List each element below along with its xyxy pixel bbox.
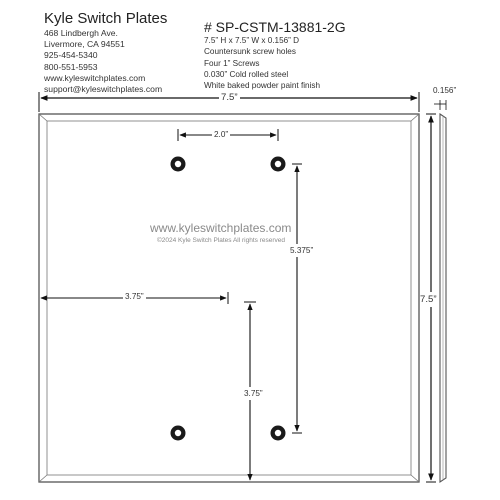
width-label: 7.5” [221,92,238,103]
spec-dimensions: 7.5” H x 7.5” W x 0.156” D [204,36,300,45]
screw-hole-top-right [271,157,286,172]
watermark-url: www.kyleswitchplates.com [150,221,292,235]
watermark-copyright: ©2024 Kyle Switch Plates All rights reserved [157,237,285,244]
company-name: Kyle Switch Plates [44,10,168,27]
screw-hole-bottom-right [271,426,286,441]
company-email[interactable]: support@kyleswitchplates.com [44,84,163,95]
company-phone: 925-454-5340 [44,50,98,61]
spec-info [204,20,346,91]
height-label: 7.5” [420,294,437,305]
hole-spacing-v-label: 5.375” [290,246,314,255]
hole-spacing-h-label: 2.0” [214,130,229,139]
spec-material: 0.030” Cold rolled steel [204,69,289,79]
spec-holes: Countersunk screw holes [204,47,296,57]
screw-hole-bottom-left [171,426,186,441]
left-offset-label: 3.75” [125,292,144,301]
bottom-offset-label: 3.75” [244,389,263,398]
depth-label: 0.156” [433,86,457,95]
part-number: # SP-CSTM-13881-2G [204,19,346,35]
company-tollfree: 800-551-5953 [44,61,98,72]
company-info [44,10,167,95]
depth-dimension-line [434,100,446,110]
company-address: 468 Lindbergh Ave. [44,28,118,38]
spec-finish: White baked powder paint finish [204,81,321,91]
company-city: Livermore, CA 94551 [44,39,125,50]
spec-screws: Four 1” Screws [204,58,260,68]
plate-side-view [440,114,446,482]
company-website[interactable]: www.kyleswitchplates.com [44,72,146,83]
screw-hole-top-left [171,157,186,172]
